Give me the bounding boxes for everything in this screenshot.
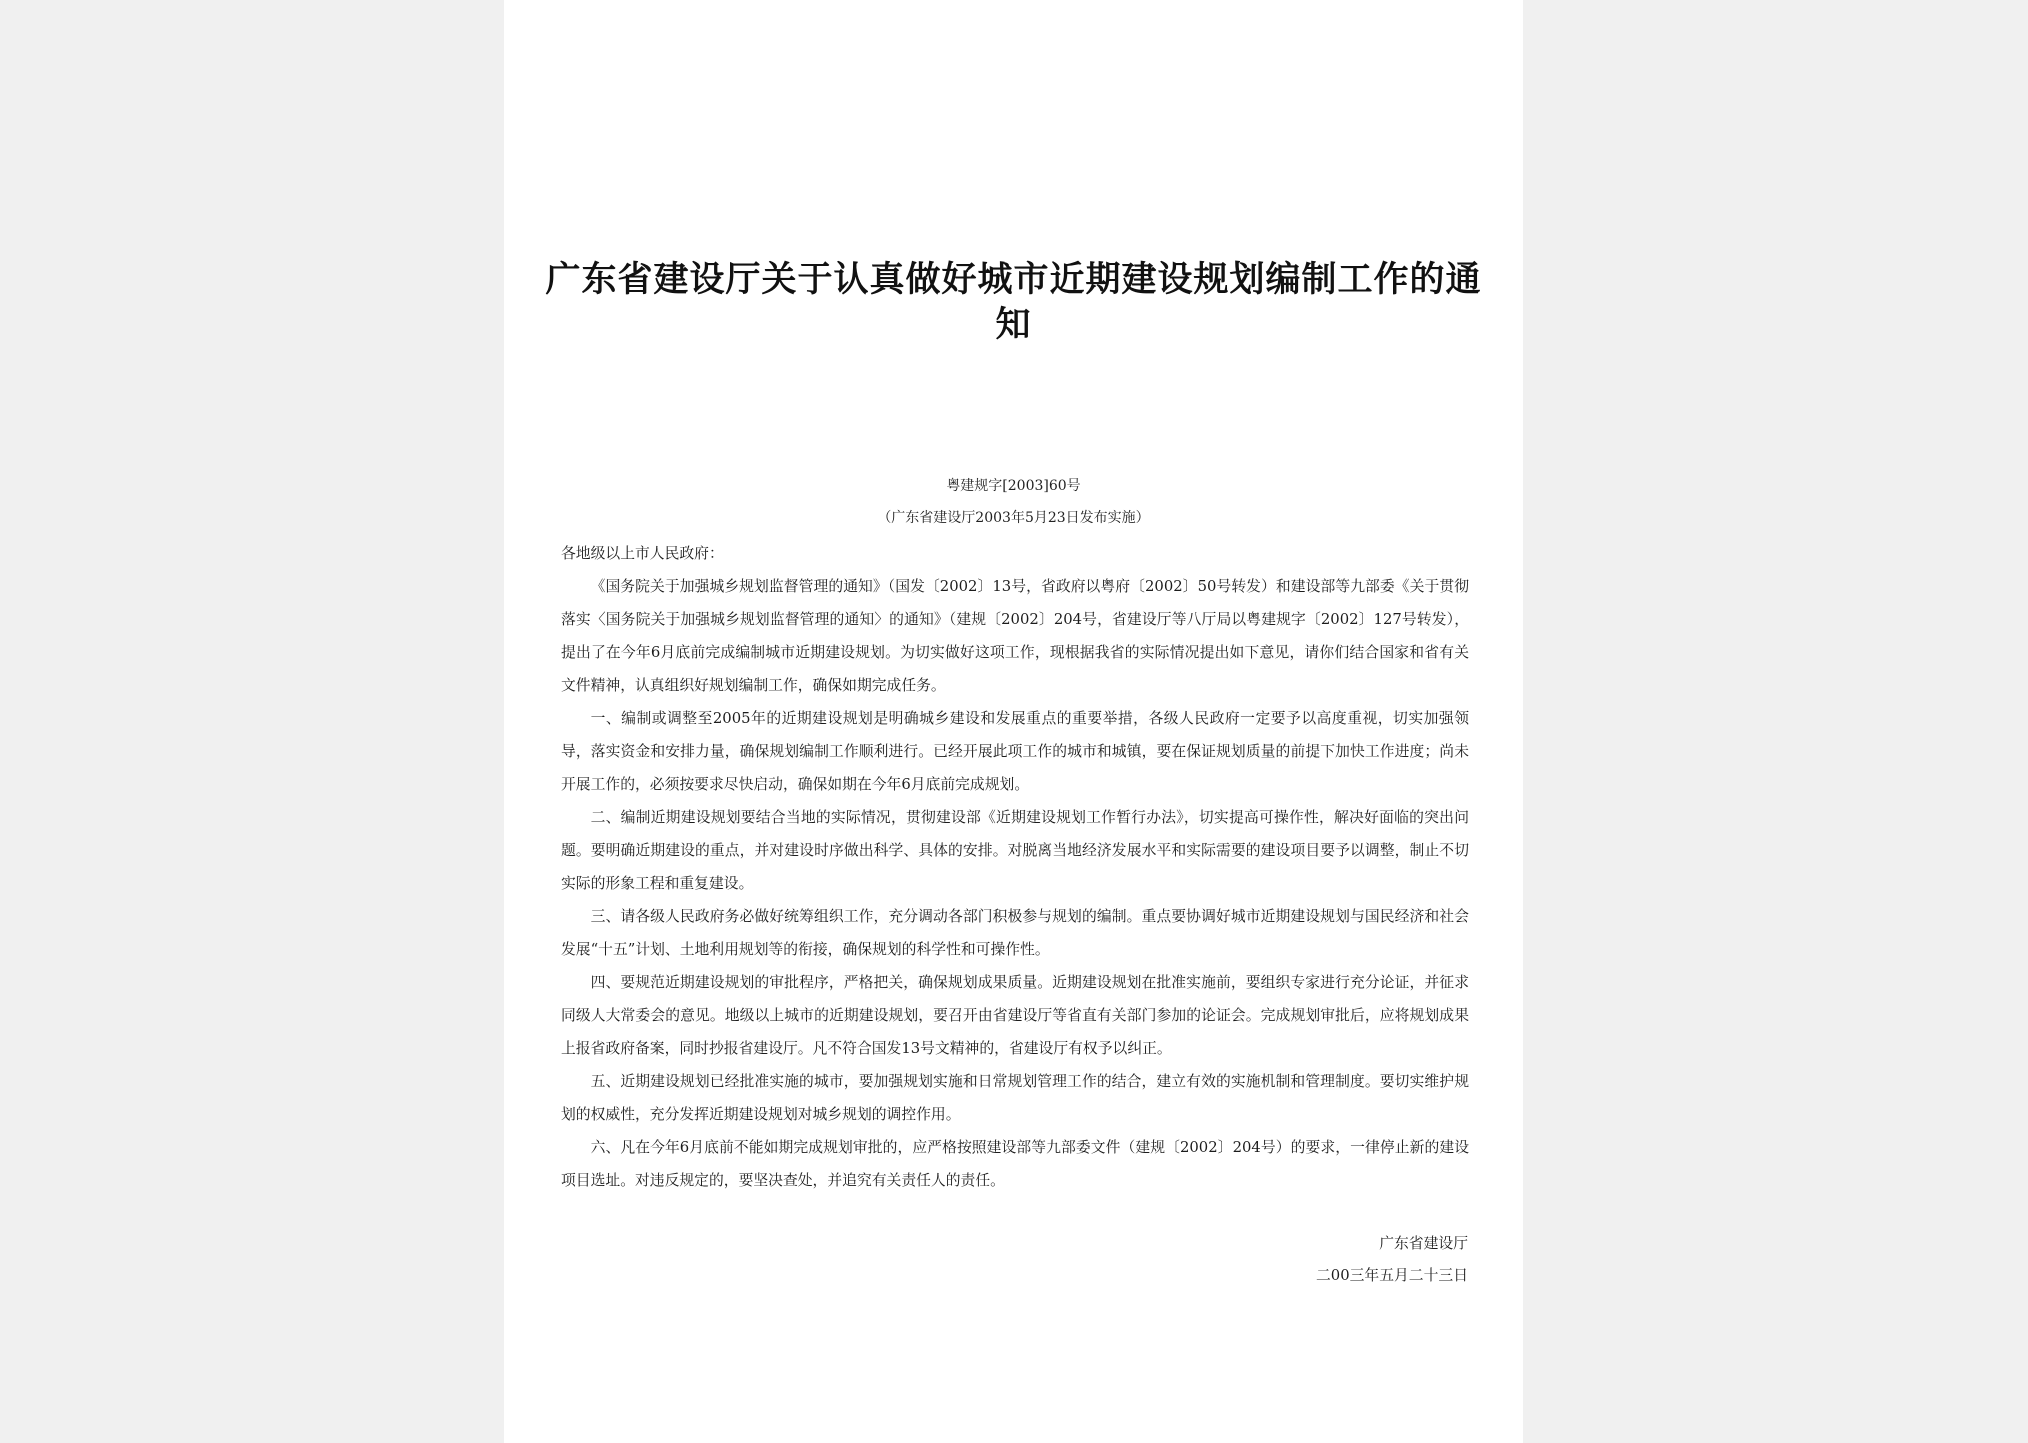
salutation: 各地级以上市人民政府： bbox=[561, 545, 724, 562]
body-paragraph-4: 四、要规范近期建设规划的审批程序，严格把关，确保规划成果质量。近期建设规划在批准实施前，要组织专家进行充分论证，并征求同级人大常委会的意见。地级以上城市的近期建设规划，要召开由省建设厅等省直有关部门参加的论证会。完成规划审批后，应将规划成果上报省政府备案，同时抄报省建设厅。凡不符合国发13号文精神的，省建设厅有权予以纠正。 bbox=[561, 974, 1469, 1057]
body-paragraph-6: 六、凡在今年6月底前不能如期完成规划审批的，应严格按照建设部等九部委文件（建规〔2002〕204号）的要求，一律停止新的建设项目选址。对违反规定的，要坚决查处，并追究有关责任人的责任。 bbox=[561, 1139, 1469, 1189]
signature-date: 二00三年五月二十三日 bbox=[1315, 1267, 1468, 1284]
signature-organization: 广东省建设厅 bbox=[1379, 1235, 1468, 1252]
document-number: 粤建规字[2003]60号 bbox=[946, 478, 1081, 494]
issue-note: （广东省建设厅2003年5月23日发布实施） bbox=[877, 510, 1150, 526]
body-paragraph-3: 三、请各级人民政府务必做好统筹组织工作，充分调动各部门积极参与规划的编制。重点要协调好城市近期建设规划与国民经济和社会发展“十五”计划、土地利用规划等的衔接，确保规划的科学性和可操作性。 bbox=[561, 908, 1469, 958]
body-paragraph-5: 五、近期建设规划已经批准实施的城市，要加强规划实施和日常规划管理工作的结合，建立有效的实施机制和管理制度。要切实维护规划的权威性，充分发挥近期建设规划对城乡规划的调控作用。 bbox=[561, 1073, 1469, 1123]
document-body bbox=[561, 537, 1469, 1197]
body-paragraph-2: 二、编制近期建设规划要结合当地的实际情况，贯彻建设部《近期建设规划工作暂行办法》，切实提高可操作性，解决好面临的突出问题。要明确近期建设的重点，并对建设时序做出科学、具体的安排。对脱离当地经济发展水平和实际需要的建设项目要予以调整，制止不切实际的形象工程和重复建设。 bbox=[561, 809, 1469, 892]
body-paragraph-1: 一、编制或调整至2005年的近期建设规划是明确城乡建设和发展重点的重要举措，各级人民政府一定要予以高度重视，切实加强领导，落实资金和安排力量，确保规划编制工作顺利进行。已经开展此项工作的城市和城镇，要在保证规划质量的前提下加快工作进度；尚未开展工作的，必须按要求尽快启动，确保如期在今年6月底前完成规划。 bbox=[561, 710, 1469, 793]
document-page bbox=[504, 0, 1523, 1443]
body-paragraph-intro: 《国务院关于加强城乡规划监督管理的通知》（国发〔2002〕13号，省政府以粤府〔2002〕50号转发）和建设部等九部委《关于贯彻落实〈国务院关于加强城乡规划监督管理的通知〉的通知》（建规〔2002〕204号，省建设厅等八厅局以粤建规字〔2002〕127号转发），提出了在今年6月底前完成编制城市近期建设规划。为切实做好这项工作，现根据我省的实际情况提出如下意见，请你们结合国家和省有关文件精神，认真组织好规划编制工作，确保如期完成任务。 bbox=[561, 578, 1469, 694]
document-title: 广东省建设厅关于认真做好城市近期建设规划编制工作的通知 bbox=[545, 260, 1482, 345]
